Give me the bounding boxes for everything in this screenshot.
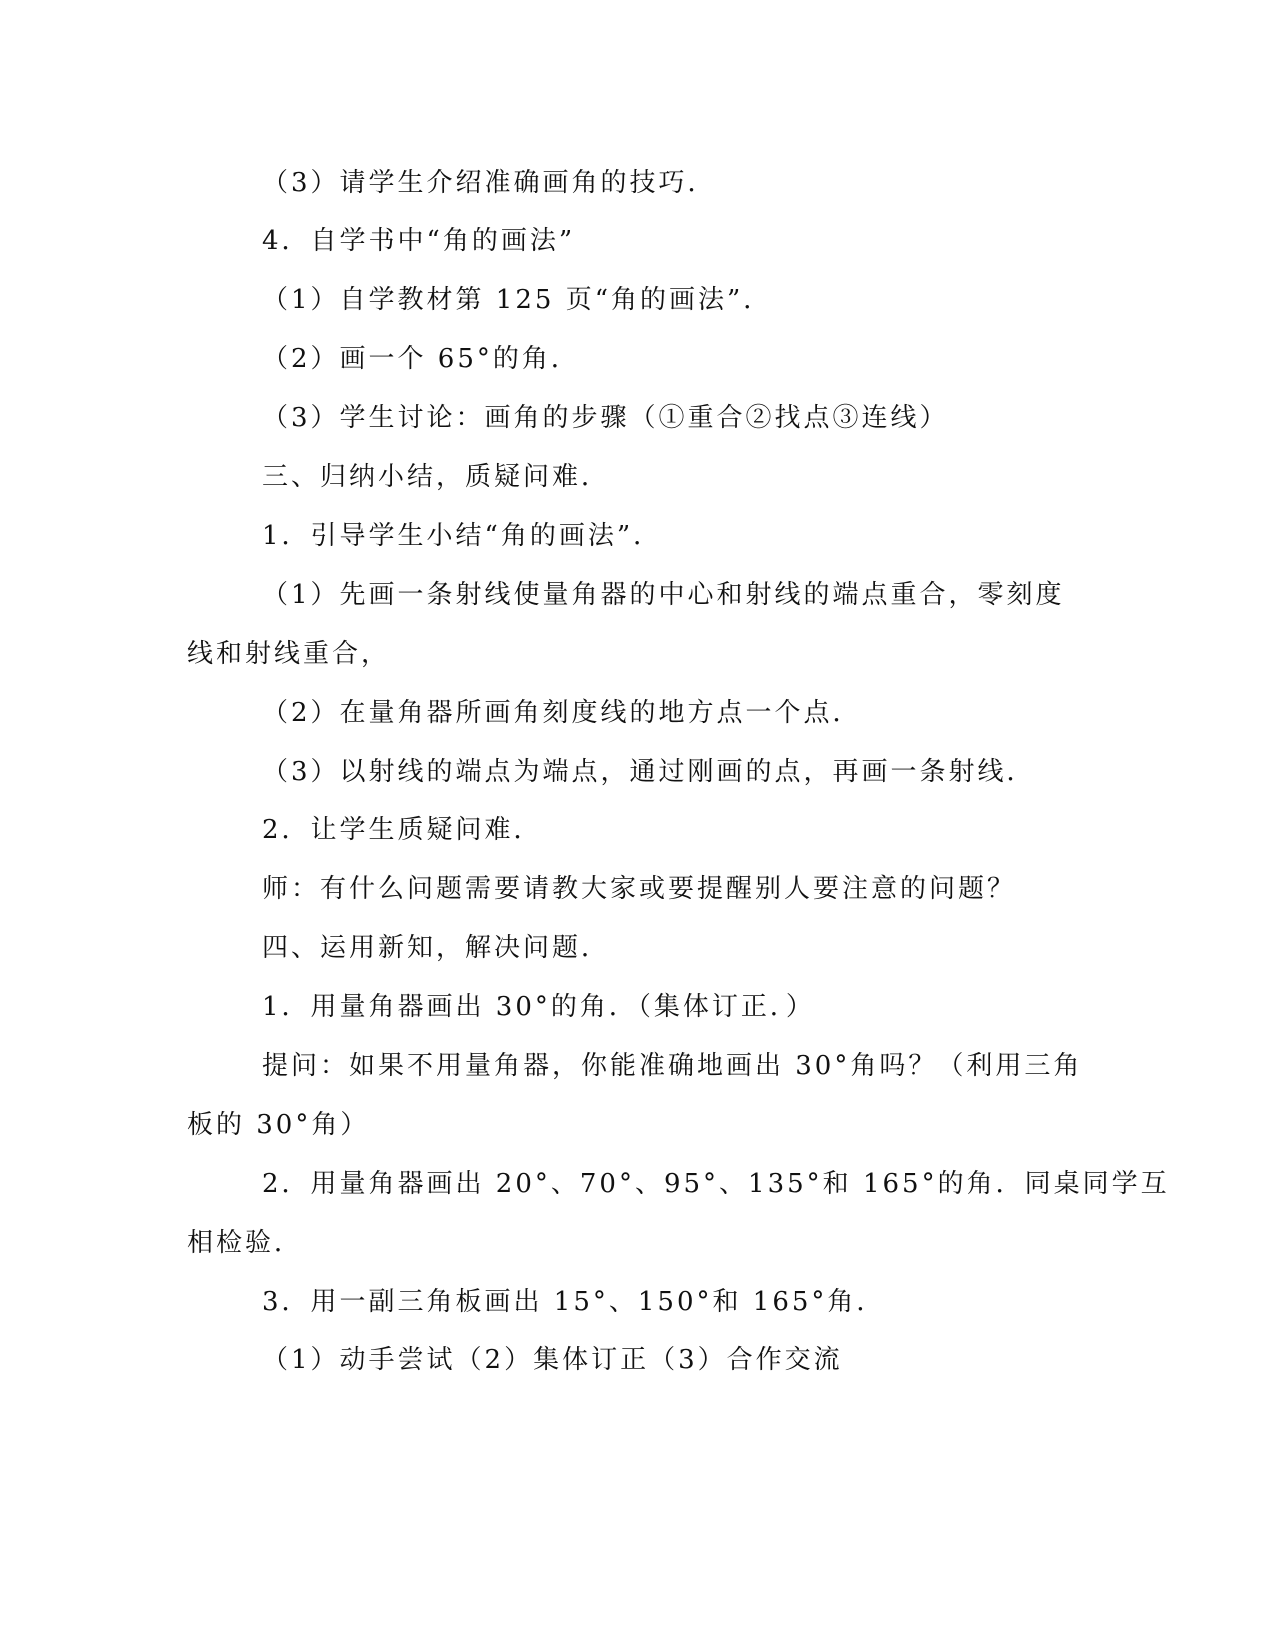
text-line: 板的 30°角） [187,1110,370,1140]
text-line: 师：有什么问题需要请教大家或要提醒别人要注意的问题？ [262,874,1017,904]
text-line: 三、归纳小结，质疑问难． [262,462,611,492]
text-line: （1）自学教材第 125 页“角的画法”． [262,285,773,315]
text-line: （1）先画一条射线使量角器的中心和射线的端点重合，零刻度 [262,580,1065,610]
text-line: 2．用量角器画出 20°、70°、95°、135°和 165°的角．同桌同学互 [262,1169,1170,1199]
text-line: （2）在量角器所画角刻度线的地方点一个点． [262,698,862,728]
text-line: 4．自学书中“角的画法” [262,226,576,256]
text-line: 四、运用新知，解决问题． [262,933,611,963]
text-line: （3）请学生介绍准确画角的技巧． [262,168,717,198]
text-line: （3）以射线的端点为端点，通过刚画的点，再画一条射线． [262,757,1036,787]
text-line: 2．让学生质疑问难． [262,815,543,845]
text-line: 线和射线重合， [187,639,391,669]
text-line: 相检验． [187,1228,304,1258]
text-line: 1．用量角器画出 30°的角．（集体订正．） [262,992,815,1022]
text-line: 提问：如果不用量角器，你能准确地画出 30°角吗？（利用三角 [262,1051,1083,1081]
text-line: （1）动手尝试（2）集体订正（3）合作交流 [262,1345,843,1375]
text-line: （3）学生讨论：画角的步骤（①重合②找点③连线） [262,403,949,433]
text-line: 3．用一副三角板画出 15°、150°和 165°角． [262,1287,886,1317]
text-line: （2）画一个 65°的角． [262,344,580,374]
text-line: 1．引导学生小结“角的画法”． [262,521,663,551]
